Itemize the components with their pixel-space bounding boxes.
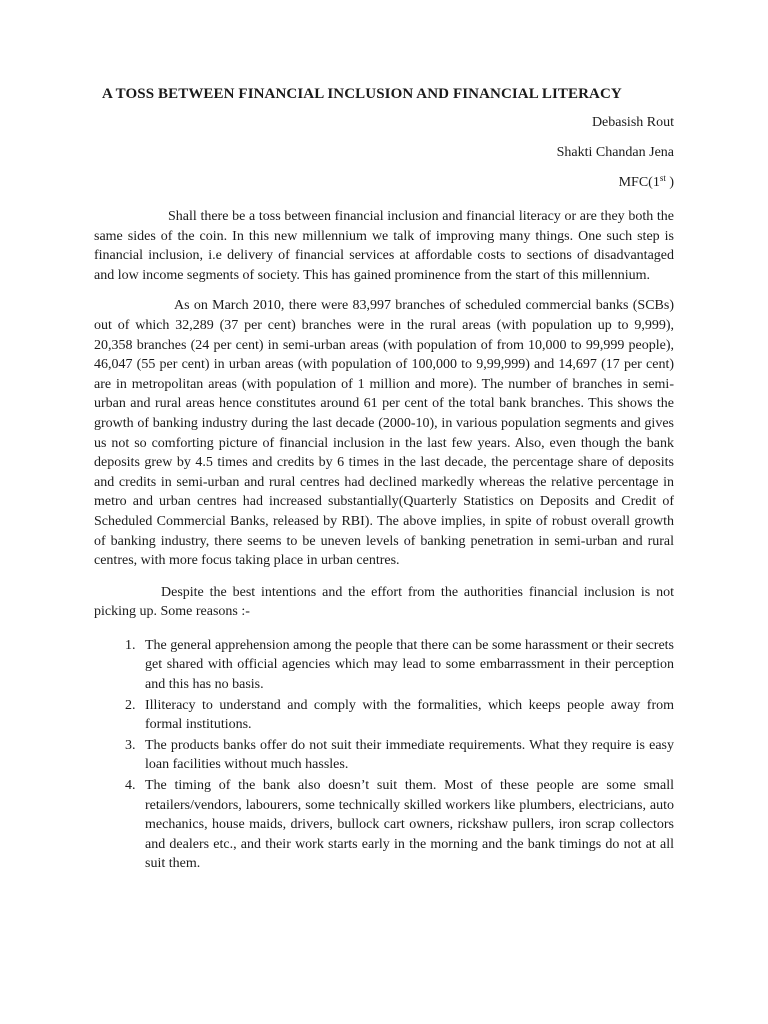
body-paragraph: As on March 2010, there were 83,997 branches of scheduled commercial banks (SCBs) out of which 32,289 (37 per cent) branches were in the rural areas (with population up to 9,999), 20,358 branches (24 per cent) in semi-urban areas (with population of from 10,000 to 99,999 people), 46,047 (55 per cent) in urban areas (with population of 100,000 to 9,99,999) and 14,697 (17 per cent) are in metropolitan areas (with population of 1 million and more). The number of branches in semi-urban and rural areas hence constitutes around 61 per cent of the total bank branches. This shows the growth of banking industry during the last decade (2000-10), in various population segments and gives us not so comforting picture of financial inclusion in the last few years. Also, even though the bank deposits grew by 4.5 times and credits by 6 times in the last decade, the percentage share of deposits and credits in semi-urban and rural centres had declined markedly whereas the relative percentage in metro and urban centres had increased substantially(Quarterly Statistics on Deposits and Credit of Scheduled Commercial Banks, released by RBI). The above implies, in spite of robust overall growth of banking industry, there seems to be uneven levels of banking penetration in semi-urban and rural centres, with more focus taking place in urban centres. [94,298,674,569]
reasons-list [94,636,674,874]
affiliation-text: MFC(1 [618,175,660,190]
body-paragraph: Shall there be a toss between financial inclusion and financial literacy or are they both the same sides of the coin. In this new millennium we talk of improving many things. One such step is financial inclusion, i.e delivery of financial services at affordable costs to sections of disadvantaged and low income segments of society. This has gained prominence from the start of this millennium. [94,209,674,283]
author-affiliation [94,173,674,193]
list-item: 4. The timing of the bank also doesn’t suit them. Most of these people are some small retailers/vendors, labourers, some technically skilled workers like plumbers, electricians, auto mechanics, house maids, drivers, bullock cart owners, rickshaw pullers, iron scrap collectors and dealers etc., and their work starts early in the morning and the bank timings do not at all suit them. [139,776,674,874]
author-block [94,113,674,193]
list-item: 2. Illiteracy to understand and comply with the formalities, which keeps people away from formal institutions. [139,696,674,735]
affiliation-superscript: st [659,173,666,183]
author-name: Shakti Chandan Jena [556,145,674,160]
body-paragraph: Despite the best intentions and the effort from the authorities financial inclusion is not picking up. Some reasons :- [94,584,674,620]
affiliation-close: ) [665,175,674,190]
list-item: 3. The products banks offer do not suit their immediate requirements. What they require is easy loan facilities without much hassles. [139,736,674,775]
list-item: 1. The general apprehension among the people that there can be some harassment or their secrets get shared with official agencies which may lead to some embarrassment in their perception and this has no basis. [139,636,674,695]
document-title: A TOSS BETWEEN FINANCIAL INCLUSION AND FINANCIAL LITERACY [102,86,622,102]
author-name: Debasish Rout [591,115,674,130]
